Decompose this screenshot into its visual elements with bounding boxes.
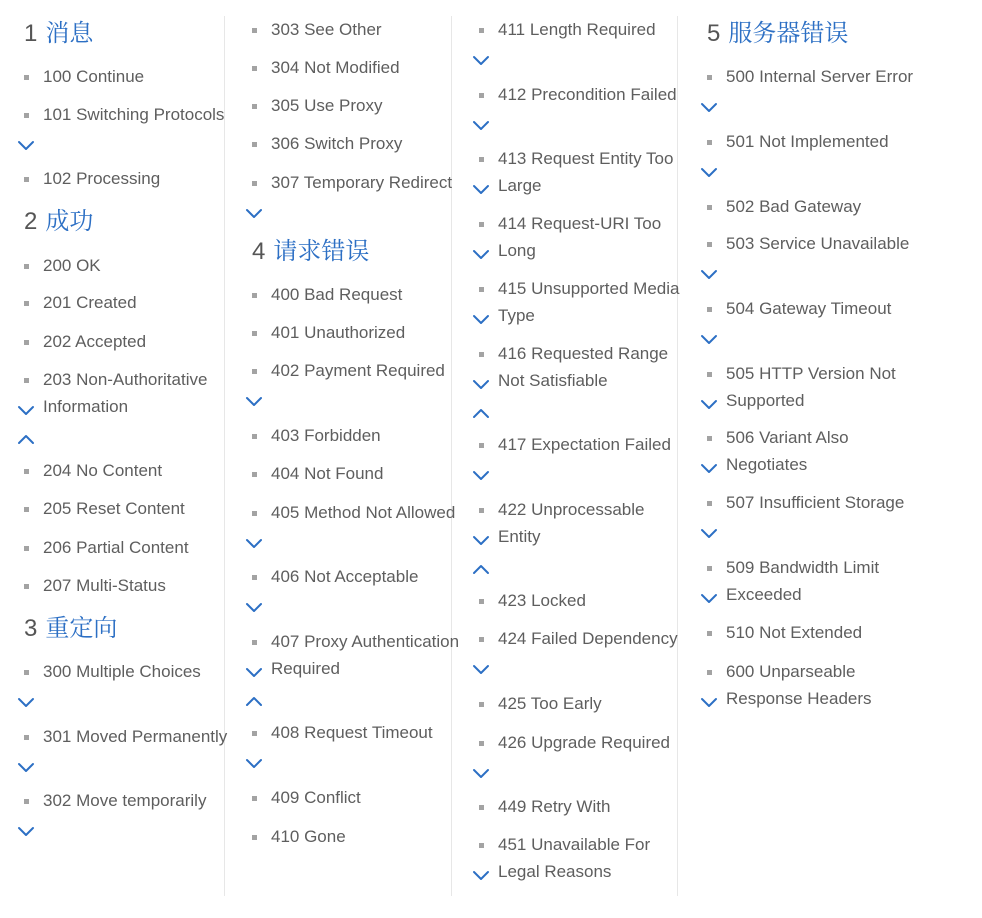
bullet-icon <box>252 331 257 336</box>
status-code-item <box>20 253 235 280</box>
status-code-label: 404 Not Found <box>271 464 384 483</box>
chevron-down-icon[interactable] <box>17 762 35 774</box>
bullet-icon <box>252 796 257 801</box>
section-number: 3 <box>24 615 38 642</box>
status-code-label: 402 Payment Required <box>271 361 445 380</box>
status-code-label: 207 Multi-Status <box>43 576 166 595</box>
status-code-item <box>703 231 918 258</box>
bullet-icon <box>24 584 29 589</box>
bullet-icon <box>707 631 712 636</box>
bullet-icon <box>707 75 712 80</box>
bullet-icon <box>252 575 257 580</box>
status-code-item <box>703 64 918 91</box>
chevron-down-icon[interactable] <box>472 55 490 67</box>
bullet-icon <box>479 637 484 642</box>
bullet-icon <box>707 372 712 377</box>
bullet-icon <box>24 378 29 383</box>
section-title: 消息 <box>45 19 94 47</box>
status-code-label: 403 Forbidden <box>271 426 381 445</box>
status-code-item <box>248 170 463 197</box>
status-code-label: 302 Move temporarily <box>43 791 207 810</box>
bullet-icon <box>252 472 257 477</box>
status-code-label: 502 Bad Gateway <box>726 197 862 216</box>
status-code-label: 414 Request-URI Too Long <box>498 214 662 260</box>
chevron-down-icon[interactable] <box>472 314 490 326</box>
status-code-item <box>475 146 690 199</box>
status-code-label: 410 Gone <box>271 827 346 846</box>
section-title: 重定向 <box>45 614 118 642</box>
status-code-item <box>475 497 690 550</box>
status-code-label: 424 Failed Dependency <box>498 629 678 648</box>
chevron-down-icon[interactable] <box>245 538 263 550</box>
status-code-label: 507 Insufficient Storage <box>726 493 905 512</box>
bullet-icon <box>707 242 712 247</box>
section-heading <box>24 206 93 237</box>
bullet-icon <box>479 287 484 292</box>
chevron-down-icon[interactable] <box>700 593 718 605</box>
bullet-icon <box>707 140 712 145</box>
section-title: 成功 <box>45 207 94 235</box>
status-code-item <box>475 341 690 394</box>
bullet-icon <box>252 28 257 33</box>
status-code-item <box>248 629 463 682</box>
chevron-down-icon[interactable] <box>245 602 263 614</box>
bullet-icon <box>479 28 484 33</box>
bullet-icon <box>479 352 484 357</box>
bullet-icon <box>24 670 29 675</box>
bullet-icon <box>479 93 484 98</box>
bullet-icon <box>479 157 484 162</box>
bullet-icon <box>252 731 257 736</box>
status-code-item <box>248 17 463 44</box>
status-code-item <box>703 296 918 323</box>
chevron-down-icon[interactable] <box>472 768 490 780</box>
status-code-item <box>475 211 690 264</box>
status-code-item <box>20 290 235 317</box>
status-code-label: 506 Variant Also Negotiates <box>726 428 849 474</box>
status-code-label: 415 Unsupported Media Type <box>498 279 680 325</box>
status-code-item <box>703 425 918 478</box>
bullet-icon <box>479 443 484 448</box>
bullet-icon <box>252 66 257 71</box>
chevron-down-icon[interactable] <box>472 470 490 482</box>
bullet-icon <box>479 599 484 604</box>
chevron-down-icon[interactable] <box>17 405 35 417</box>
bullet-icon <box>252 434 257 439</box>
status-code-item <box>475 82 690 109</box>
chevron-down-icon[interactable] <box>472 664 490 676</box>
bullet-icon <box>24 799 29 804</box>
status-code-label: 100 Continue <box>43 67 145 86</box>
status-code-item <box>248 320 463 347</box>
bullet-icon <box>24 264 29 269</box>
status-code-item <box>248 720 463 747</box>
status-code-label: 503 Service Unavailable <box>726 234 910 253</box>
status-code-item <box>248 358 463 385</box>
status-code-item <box>248 564 463 591</box>
status-code-label: 304 Not Modified <box>271 58 400 77</box>
status-code-label: 301 Moved Permanently <box>43 727 228 746</box>
section-number: 1 <box>24 20 38 47</box>
chevron-down-icon[interactable] <box>472 249 490 261</box>
chevron-down-icon[interactable] <box>245 758 263 770</box>
chevron-down-icon[interactable] <box>17 697 35 709</box>
status-code-item <box>248 500 463 527</box>
status-code-item <box>703 129 918 156</box>
bullet-icon <box>479 702 484 707</box>
status-code-item <box>475 626 690 653</box>
bullet-icon <box>479 222 484 227</box>
status-code-label: 406 Not Acceptable <box>271 567 419 586</box>
status-code-item <box>248 461 463 488</box>
status-code-label: 305 Use Proxy <box>271 96 383 115</box>
bullet-icon <box>252 104 257 109</box>
status-code-label: 303 See Other <box>271 20 382 39</box>
section-heading <box>24 18 93 49</box>
status-code-item <box>20 367 235 420</box>
bullet-icon <box>252 369 257 374</box>
chevron-down-icon[interactable] <box>700 167 718 179</box>
bullet-icon <box>24 469 29 474</box>
status-code-label: 412 Precondition Failed <box>498 85 677 104</box>
status-code-label: 510 Not Extended <box>726 623 863 642</box>
status-code-item <box>20 329 235 356</box>
status-code-label: 401 Unauthorized <box>271 323 406 342</box>
chevron-down-icon[interactable] <box>245 208 263 220</box>
bullet-icon <box>479 508 484 513</box>
bullet-icon <box>24 113 29 118</box>
chevron-down-icon[interactable] <box>700 102 718 114</box>
status-code-item <box>703 361 918 414</box>
status-code-label: 202 Accepted <box>43 332 147 351</box>
bullet-icon <box>479 741 484 746</box>
status-code-label: 504 Gateway Timeout <box>726 299 892 318</box>
section-title: 服务器错误 <box>728 19 849 47</box>
status-code-label: 300 Multiple Choices <box>43 662 201 681</box>
bullet-icon <box>24 507 29 512</box>
bullet-icon <box>252 511 257 516</box>
status-code-label: 600 Unparseable Response Headers <box>726 662 872 708</box>
chevron-down-icon[interactable] <box>700 269 718 281</box>
status-code-item <box>20 724 235 751</box>
status-code-item <box>475 730 690 757</box>
bullet-icon <box>252 142 257 147</box>
status-code-label: 102 Processing <box>43 169 161 188</box>
status-code-label: 422 Unprocessable Entity <box>498 500 645 546</box>
status-code-label: 307 Temporary Redirect <box>271 173 453 192</box>
status-code-item <box>475 691 690 718</box>
status-code-item <box>248 785 463 812</box>
chevron-up-icon[interactable] <box>245 695 263 707</box>
status-code-label: 416 Requested Range Not Satisfiable <box>498 344 669 390</box>
status-code-label: 451 Unavailable For Legal Reasons <box>498 835 651 881</box>
status-code-label: 509 Bandwidth Limit Exceeded <box>726 558 880 604</box>
chevron-down-icon[interactable] <box>245 667 263 679</box>
status-code-label: 306 Switch Proxy <box>271 134 403 153</box>
chevron-down-icon[interactable] <box>700 528 718 540</box>
status-code-label: 400 Bad Request <box>271 285 403 304</box>
bullet-icon <box>24 735 29 740</box>
status-code-label: 411 Length Required <box>498 20 656 39</box>
chevron-down-icon[interactable] <box>472 120 490 132</box>
status-code-item <box>20 166 235 193</box>
bullet-icon <box>707 205 712 210</box>
chevron-down-icon[interactable] <box>700 463 718 475</box>
status-code-item <box>703 620 918 647</box>
status-code-label: 505 HTTP Version Not Supported <box>726 364 896 410</box>
status-code-label: 408 Request Timeout <box>271 723 433 742</box>
status-code-item <box>20 659 235 686</box>
status-code-item <box>475 588 690 615</box>
bullet-icon <box>479 805 484 810</box>
chevron-down-icon[interactable] <box>17 826 35 838</box>
bullet-icon <box>252 181 257 186</box>
section-number: 5 <box>707 20 721 47</box>
status-code-item <box>20 458 235 485</box>
bullet-icon <box>707 566 712 571</box>
bullet-icon <box>24 546 29 551</box>
status-code-label: 203 Non-Authoritative Information <box>43 370 208 416</box>
chevron-down-icon[interactable] <box>700 399 718 411</box>
bullet-icon <box>707 436 712 441</box>
status-code-label: 405 Method Not Allowed <box>271 503 456 522</box>
bullet-icon <box>24 75 29 80</box>
bullet-icon <box>707 670 712 675</box>
chevron-down-icon[interactable] <box>245 396 263 408</box>
status-code-label: 426 Upgrade Required <box>498 733 671 752</box>
chevron-down-icon[interactable] <box>17 140 35 152</box>
section-heading <box>252 236 369 267</box>
chevron-down-icon[interactable] <box>472 535 490 547</box>
bullet-icon <box>24 177 29 182</box>
section-title: 请求错误 <box>273 237 370 265</box>
status-code-item <box>20 573 235 600</box>
status-code-label: 205 Reset Content <box>43 499 185 518</box>
status-code-label: 501 Not Implemented <box>726 132 889 151</box>
section-heading <box>24 613 117 644</box>
section-number: 4 <box>252 238 266 265</box>
status-code-item <box>703 555 918 608</box>
chevron-down-icon[interactable] <box>700 334 718 346</box>
status-code-item <box>475 832 690 885</box>
status-code-label: 500 Internal Server Error <box>726 67 914 86</box>
status-code-label: 206 Partial Content <box>43 538 189 557</box>
status-code-item <box>20 102 235 129</box>
bullet-icon <box>707 501 712 506</box>
status-code-item <box>248 55 463 82</box>
section-number: 2 <box>24 208 38 235</box>
status-code-item <box>248 423 463 450</box>
status-code-label: 201 Created <box>43 293 137 312</box>
column-divider <box>224 16 225 896</box>
status-code-item <box>20 64 235 91</box>
status-code-label: 417 Expectation Failed <box>498 435 671 454</box>
bullet-icon <box>707 307 712 312</box>
status-code-item <box>703 194 918 221</box>
status-code-label: 413 Request Entity Too Large <box>498 149 674 195</box>
chevron-down-icon[interactable] <box>700 697 718 709</box>
section-heading <box>707 18 848 49</box>
chevron-down-icon[interactable] <box>472 184 490 196</box>
status-code-item <box>475 276 690 329</box>
bullet-icon <box>252 640 257 645</box>
status-code-item <box>703 659 918 712</box>
status-code-item <box>248 282 463 309</box>
status-code-label: 407 Proxy Authentication Required <box>271 632 460 678</box>
status-code-item <box>248 131 463 158</box>
status-code-item <box>475 794 690 821</box>
bullet-icon <box>24 340 29 345</box>
status-code-item <box>20 496 235 523</box>
status-code-item <box>20 788 235 815</box>
chevron-down-icon[interactable] <box>472 379 490 391</box>
bullet-icon <box>479 843 484 848</box>
status-code-label: 409 Conflict <box>271 788 361 807</box>
status-code-item <box>20 535 235 562</box>
bullet-icon <box>252 835 257 840</box>
status-code-item <box>475 432 690 459</box>
status-code-label: 204 No Content <box>43 461 163 480</box>
status-code-label: 423 Locked <box>498 591 586 610</box>
bullet-icon <box>252 293 257 298</box>
chevron-down-icon[interactable] <box>472 870 490 882</box>
status-code-item <box>703 490 918 517</box>
status-code-label: 449 Retry With <box>498 797 611 816</box>
chevron-up-icon[interactable] <box>472 407 490 419</box>
bullet-icon <box>24 301 29 306</box>
status-code-item <box>248 824 463 851</box>
chevron-up-icon[interactable] <box>472 563 490 575</box>
status-code-item <box>248 93 463 120</box>
status-code-label: 425 Too Early <box>498 694 602 713</box>
chevron-up-icon[interactable] <box>17 433 35 445</box>
status-code-label: 200 OK <box>43 256 101 275</box>
status-code-item <box>475 17 690 44</box>
status-code-label: 101 Switching Protocols <box>43 105 225 124</box>
